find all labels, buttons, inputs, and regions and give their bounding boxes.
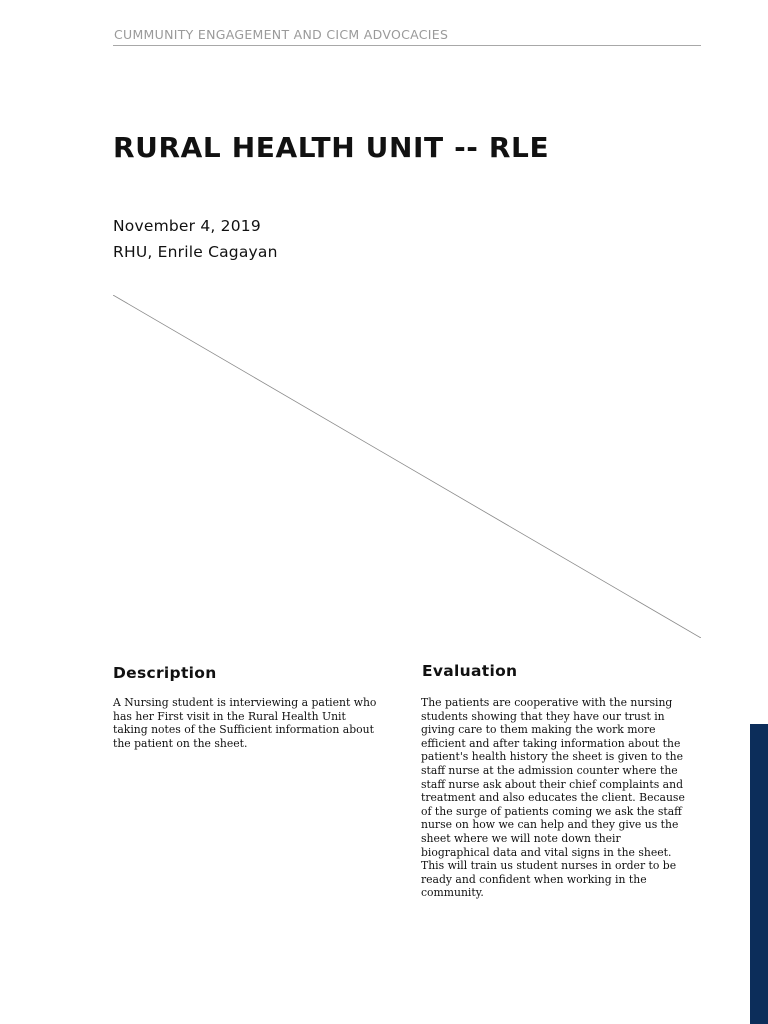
evaluation-line: The patients are cooperative with the nursing [421, 696, 673, 709]
evaluation-line: This will train us student nurses in order to be [421, 859, 677, 873]
description-line: has her First visit in the Rural Health Unit [113, 709, 346, 723]
evaluation-line: nurse on how we can help and they give us the [421, 818, 679, 832]
evaluation-heading: Evaluation [422, 662, 518, 680]
description-line: taking notes of the Sufficient information about [113, 723, 374, 737]
evaluation-line: community. [421, 886, 484, 900]
image-placeholder [113, 295, 701, 638]
evaluation-line: sheet where we will note down their [421, 831, 621, 845]
evaluation-line: biographical data and vital signs in the sheet. [421, 845, 672, 859]
page-title: RURAL HEALTH UNIT -- RLE [113, 131, 550, 164]
evaluation-line: students showing that they have our trust in [421, 709, 665, 723]
description-line: the patient on the sheet. [113, 736, 248, 750]
description-line: A Nursing student is interviewing a patient who [113, 696, 377, 709]
evaluation-line: treatment and also educates the client. Because [421, 791, 685, 805]
evaluation-line: efficient and after taking information about the [421, 736, 681, 750]
accent-side-bar [750, 724, 768, 1024]
evaluation-line: staff nurse at the admission counter where the [421, 763, 678, 777]
header-divider [113, 45, 701, 46]
placeholder-diagonal-line [113, 295, 701, 638]
description-heading: Description [113, 664, 217, 682]
description-body [113, 696, 395, 750]
evaluation-line: ready and confident when working in the [421, 872, 647, 886]
document-date: November 4, 2019 [113, 217, 261, 235]
evaluation-line: of the surge of patients coming we ask the staff [421, 804, 682, 818]
evaluation-body [421, 696, 704, 900]
document-location: RHU, Enrile Cagayan [113, 243, 278, 261]
evaluation-line: giving care to them making the work more [421, 723, 656, 737]
running-header-text: CUMMUNITY ENGAGEMENT AND CICM ADVOCACIES [114, 27, 449, 42]
evaluation-line: staff nurse ask about their chief complaints and [421, 777, 683, 791]
evaluation-line: patient's health history the sheet is given to the [421, 750, 683, 764]
